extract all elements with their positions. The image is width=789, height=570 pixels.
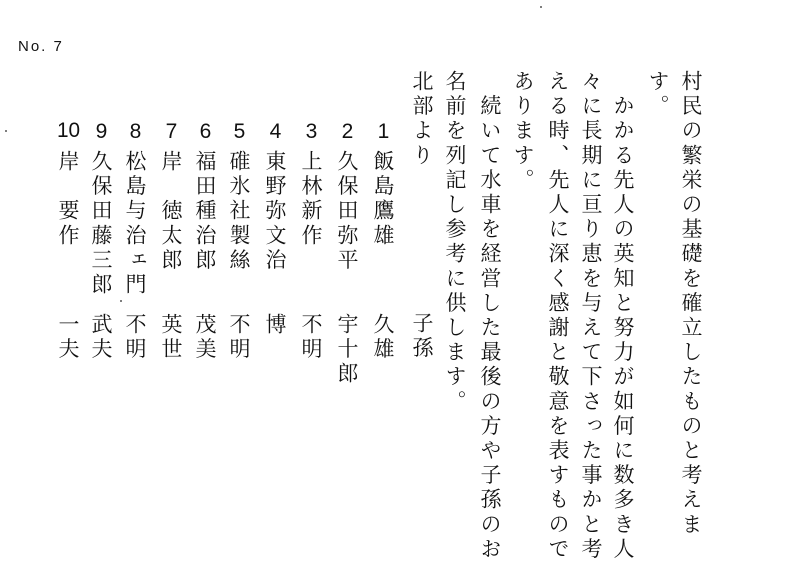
operator-name: 碓氷社製絲 [227, 150, 251, 273]
paragraph-line: 続いて水車を経営した最後の方や子孫のお [478, 70, 502, 562]
descendant-name: 不明 [299, 313, 323, 363]
scan-speck [540, 6, 542, 8]
descendant-name: 不明 [123, 313, 147, 363]
descendant-name: 武夫 [89, 313, 113, 363]
descendant-name: 不明 [227, 313, 251, 363]
operator-name: 東野弥文治 [263, 150, 287, 273]
descendant-name: 久雄 [371, 313, 395, 363]
entry-number: 8 [124, 120, 147, 147]
paragraph-line: 村民の繁栄の基礎を確立したものと考えま [679, 70, 703, 538]
paragraph-line: 北部より [410, 70, 434, 169]
entry-number: 4 [264, 120, 287, 147]
operator-name: 飯島鷹雄 [371, 150, 395, 249]
operator-name: 久保田弥平 [335, 150, 359, 273]
paragraph-line: 々に長期に亘り恵を与えて下さった事かと考 [579, 70, 603, 562]
paragraph-line: 名前を列記し参考に供します。 [443, 70, 467, 415]
descendant-name: 博 [263, 313, 287, 338]
entry-number: 1 [372, 120, 395, 147]
descendant-name: 英世 [159, 313, 183, 363]
operator-name: 松島与治ェ門 [123, 150, 147, 298]
descendants-column-header: 子孫 [410, 312, 434, 362]
entry-number: 6 [194, 120, 217, 147]
operator-name: 岸 徳太郎 [159, 150, 183, 273]
scan-speck [120, 300, 122, 302]
operator-name: 岸 要作 [56, 150, 80, 249]
entry-number: 2 [336, 120, 359, 147]
entry-number: 3 [300, 120, 323, 147]
descendant-name: 一夫 [56, 313, 80, 363]
operator-name: 久保田藤三郎 [89, 150, 113, 298]
paragraph-line: す。 [646, 70, 670, 120]
entry-number: 7 [160, 120, 183, 147]
paragraph-line: かかる先人の英知と努力が如何に数多き人 [611, 70, 635, 562]
scan-speck [5, 130, 7, 132]
operator-name: 福田種治郎 [193, 150, 217, 273]
descendant-name: 茂美 [193, 313, 217, 363]
page-number: No. 7 [18, 38, 64, 55]
paragraph-line: える時、先人に深く感謝と敬意を表すもので [546, 70, 570, 562]
entry-number: 5 [228, 120, 251, 147]
operator-name: 上林新作 [299, 150, 323, 249]
entry-number: 9 [90, 120, 113, 147]
entry-number-text: 10 [56, 120, 81, 141]
paragraph-line: あります。 [511, 70, 535, 193]
entry-number [55, 120, 81, 141]
descendant-name: 宇十郎 [335, 313, 359, 387]
